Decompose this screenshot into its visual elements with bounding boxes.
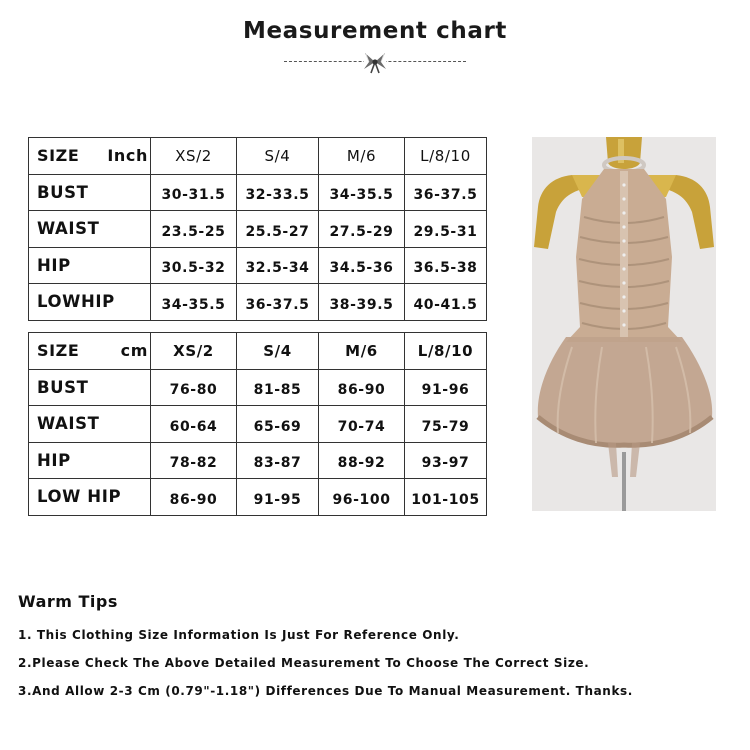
row-label: BUST [29,369,151,406]
size-header-cell [29,333,151,370]
warm-tips-section [18,592,633,705]
tip-item: 1. This Clothing Size Information Is Just For Reference Only. [18,628,460,642]
table-cell: 30.5-32 [151,247,237,284]
table-cell: 32.5-34 [237,247,319,284]
table-cell: 29.5-31 [405,211,487,248]
table-cell: 65-69 [237,406,319,443]
table-cell: 36.5-38 [405,247,487,284]
row-label: LOW HIP [29,479,151,516]
table-cell: 38-39.5 [319,284,405,321]
table-cell: 36-37.5 [405,174,487,211]
size-label: SIZE [37,341,80,361]
bow-ornament-icon [360,47,390,77]
size-column-header: XS/2 [151,333,237,370]
tip-item: 3.And Allow 2-3 Cm (0.79"-1.18") Differences Due To Manual Measurement. Thanks. [18,684,633,698]
table-cell: 76-80 [151,369,237,406]
size-column-header: L/8/10 [405,138,487,175]
table-header-row [29,138,487,175]
size-column-header: S/4 [237,333,319,370]
unit-label: cm [120,341,148,361]
size-chart-inch [28,137,487,321]
table-cell: 88-92 [319,442,405,479]
table-cell: 25.5-27 [237,211,319,248]
table-cell: 36-37.5 [237,284,319,321]
table-cell: 101-105 [405,479,487,516]
table-cell: 91-95 [237,479,319,516]
table-cell: 75-79 [405,406,487,443]
row-label: WAIST [29,211,151,248]
table-row [29,247,487,284]
table-cell: 27.5-29 [319,211,405,248]
size-label: SIZE [37,146,80,166]
table-row [29,369,487,406]
table-cell: 60-64 [151,406,237,443]
table-cell: 32-33.5 [237,174,319,211]
table-row [29,406,487,443]
table-cell: 70-74 [319,406,405,443]
size-column-header: XS/2 [151,138,237,175]
table-row [29,284,487,321]
row-label: BUST [29,174,151,211]
size-chart-cm [28,332,487,516]
size-header-cell [29,138,151,175]
dress-photo [532,137,716,511]
table-cell: 83-87 [237,442,319,479]
mannequin-stand [622,452,626,511]
table-cell: 34-35.5 [151,284,237,321]
table-cell: 91-96 [405,369,487,406]
table-cell: 86-90 [319,369,405,406]
table-header-row [29,333,487,370]
dress-skirt [538,337,712,445]
table-cell: 93-97 [405,442,487,479]
row-label: WAIST [29,406,151,443]
page-title: Measurement chart [242,18,508,44]
table-row [29,174,487,211]
table-row [29,442,487,479]
size-column-header: M/6 [319,333,405,370]
row-label: HIP [29,247,151,284]
table-cell: 40-41.5 [405,284,487,321]
size-column-header: M/6 [319,138,405,175]
row-label: HIP [29,442,151,479]
table-cell: 86-90 [151,479,237,516]
table-cell: 23.5-25 [151,211,237,248]
table-cell: 30-31.5 [151,174,237,211]
table-row [29,211,487,248]
unit-label: Inch [107,146,148,166]
row-label: LOWHIP [29,284,151,321]
size-column-header: L/8/10 [405,333,487,370]
table-cell: 78-82 [151,442,237,479]
table-cell: 96-100 [319,479,405,516]
table-cell: 81-85 [237,369,319,406]
table-cell: 34.5-36 [319,247,405,284]
size-column-header: S/4 [237,138,319,175]
tips-heading: Warm Tips [18,592,118,611]
table-row [29,479,487,516]
tip-item: 2.Please Check The Above Detailed Measurement To Choose The Correct Size. [18,656,590,670]
title-divider [284,47,466,77]
table-cell: 34-35.5 [319,174,405,211]
